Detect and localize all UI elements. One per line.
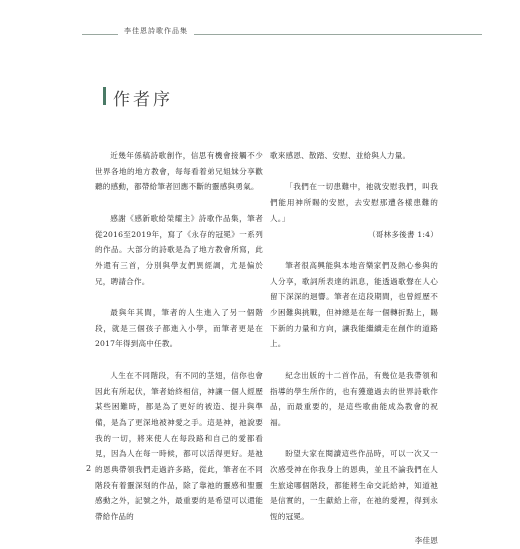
paragraph: 感謝《感新歌給榮耀主》詩歌作品集，筆者從2016至2019年，寫了《永存的冠冕》一系列的作品。大部分的詩歌是為了地方教會所寫，此外還有三首，分別與學友們異經調，尤是偏於兄，聘請合作。 <box>95 213 263 286</box>
paragraph: 人生在不同階段，有不同的茎翅，信你也會因此有所起伏，筆者始終相信，神讓一個人經歷某些困難時，都是為了更好的被造、提升與準備，是為了更深地被神愛之手。這是神，祂說要我的一切，將來使人在每段路和自己的愛都看見，因為人在每一時候，都可以活得更好。是祂的恩典帶領我們走過許多路，從此，筆者在不同階段有着靈深刻的作品，除了靠祂的靈感和聖靈感動之外，記號之外，最重要的是希望可以還能帶給作品的 <box>95 370 263 522</box>
paragraph: 最與年其間，筆者的人生進入了另一個階段，就是三個孩子都進入小學，而筆者更是在2017年得到高中任教。 <box>95 308 263 349</box>
author-signature: 李佳恩 <box>414 535 438 545</box>
paragraph: 紀念出版的十二首作品，有幾位是我帶領和指導的學生所作的，也有獲邀過去的世界詩歌作品，而最重要的，是這些歌曲能成為教會的祝福。 <box>270 370 438 427</box>
running-header: 李佳恩詩歌作品集 <box>118 26 194 36</box>
left-column <box>95 148 263 525</box>
right-column <box>270 148 438 549</box>
scripture-quote: 「我們在一切患難中，祂就安慰我們，叫我們能用神所賜的安慰，去安慰那遭各樣患難的人。」 <box>270 182 438 223</box>
page-number: 2 <box>86 464 92 473</box>
title-accent-bar <box>103 87 106 105</box>
paragraph: 歌來感恩、散踏、安慰、並給與人力量。 <box>270 151 411 160</box>
paragraph: 盼望大家在閱讀這些作品時，可以一次又一次感受神在你我身上的恩典，並且不論我們在人生旅途哪個階段，都能將生命交託給神，知道祂是信實的，一生獻給上帝，在祂的愛裡，得到永恆的冠冕。 <box>270 449 438 522</box>
section-title: 作者序 <box>113 90 173 110</box>
paragraph: 近幾年係稿詩歌創作，信思有機會接觸不少世界各地的地方教會，每每看着弟兄姐妹分享歡聽的感動，都帶給筆者回應不斷的靈感與勇氣。 <box>95 151 263 192</box>
paragraph: 筆者很高興能與本地音樂家們及熱心參與的人分享，歌詞所表達的訊息，能透過歌聲在人心留下深深的迴響。筆者在這段期間，也曾經歷不少困難與挑戰，但神總是在每一個轉折點上，賜下新的力量和方向，讓我能繼續走在創作的道路上。 <box>270 260 438 349</box>
scripture-reference: （哥林多後書 1:4） <box>368 229 438 239</box>
